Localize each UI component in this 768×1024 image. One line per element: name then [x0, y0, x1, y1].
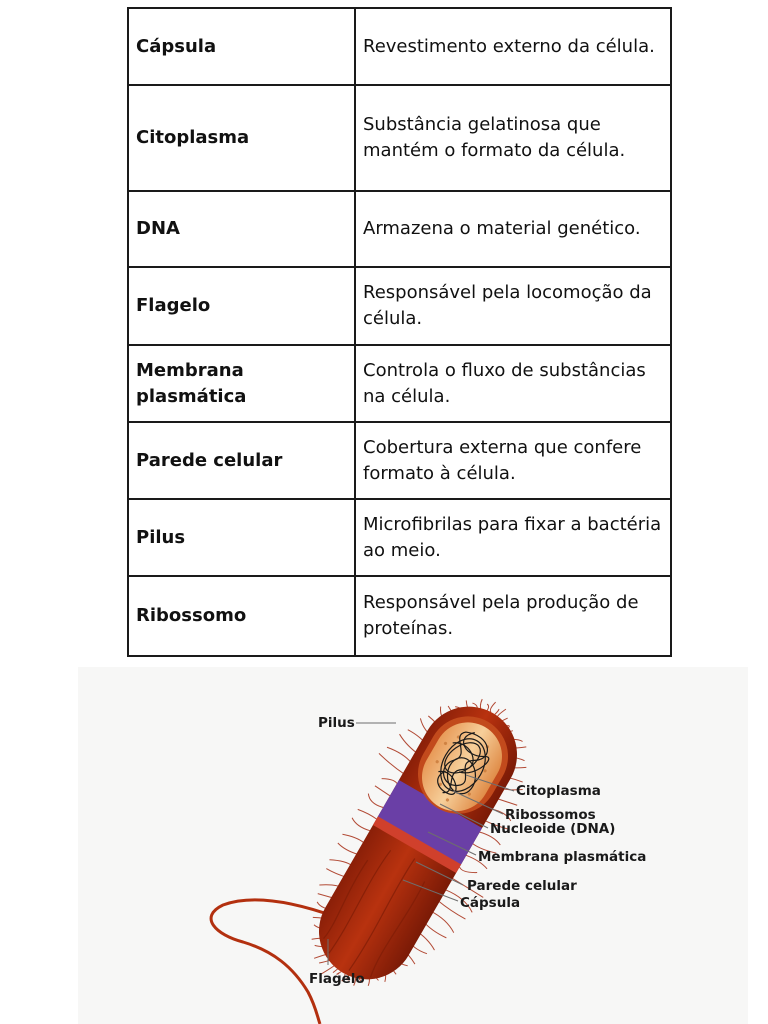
flagellum [211, 900, 336, 1024]
description-cell: Armazena o material genético. [355, 191, 671, 267]
table-row [128, 85, 671, 191]
label-nucleoide: Nucleoide (DNA) [490, 821, 616, 837]
pilus-fiber [374, 786, 391, 796]
label-flagelo: Flagelo [309, 971, 365, 987]
term-cell: Citoplasma [128, 85, 355, 191]
bacteria-illustration [78, 667, 748, 1024]
table-row [128, 576, 671, 656]
pilus-fiber [459, 864, 477, 878]
pilus-fiber [350, 818, 371, 832]
pilus-fiber [376, 753, 408, 775]
description-cell: Revestimento externo da célula. [355, 8, 671, 85]
term-cell: DNA [128, 191, 355, 267]
pilus-fiber [495, 709, 499, 715]
table-row [128, 267, 671, 345]
pilus-fiber [489, 702, 496, 713]
table-row [128, 422, 671, 499]
label-ribossomos: Ribossomos [505, 807, 596, 823]
description-cell: Substância gelatinosa que mantém o formato da célula. [355, 85, 671, 191]
description-cell: Controla o fluxo de substâncias na célula. [355, 345, 671, 422]
table-row [128, 8, 671, 85]
label-pilus: Pilus [318, 715, 355, 731]
label-parede: Parede celular [467, 878, 577, 894]
description-cell: Responsável pela locomoção da célula. [355, 267, 671, 345]
bacteria-diagram [78, 667, 748, 1024]
term-cell: Cápsula [128, 8, 355, 85]
table-row [128, 499, 671, 576]
term-cell: Flagelo [128, 267, 355, 345]
label-membrana: Membrana plasmática [478, 849, 647, 865]
term-cell: Parede celular [128, 422, 355, 499]
table-row [128, 345, 671, 422]
pilus-fiber [337, 843, 358, 856]
description-cell: Responsável pela produção de proteínas. [355, 576, 671, 656]
pilus-fiber [358, 808, 377, 820]
table-row [128, 191, 671, 267]
term-cell: Membrana plasmática [128, 345, 355, 422]
description-cell: Microfibrilas para fixar a bactéria ao meio. [355, 499, 671, 576]
label-capsula: Cápsula [460, 895, 521, 911]
label-citoplasma: Citoplasma [516, 783, 601, 799]
term-cell: Ribossomo [128, 576, 355, 656]
pilus-fiber [365, 794, 385, 809]
pilus-fiber [342, 831, 363, 845]
term-cell: Pilus [128, 499, 355, 576]
description-cell: Cobertura externa que confere formato à célula. [355, 422, 671, 499]
cell-parts-table [127, 7, 672, 657]
